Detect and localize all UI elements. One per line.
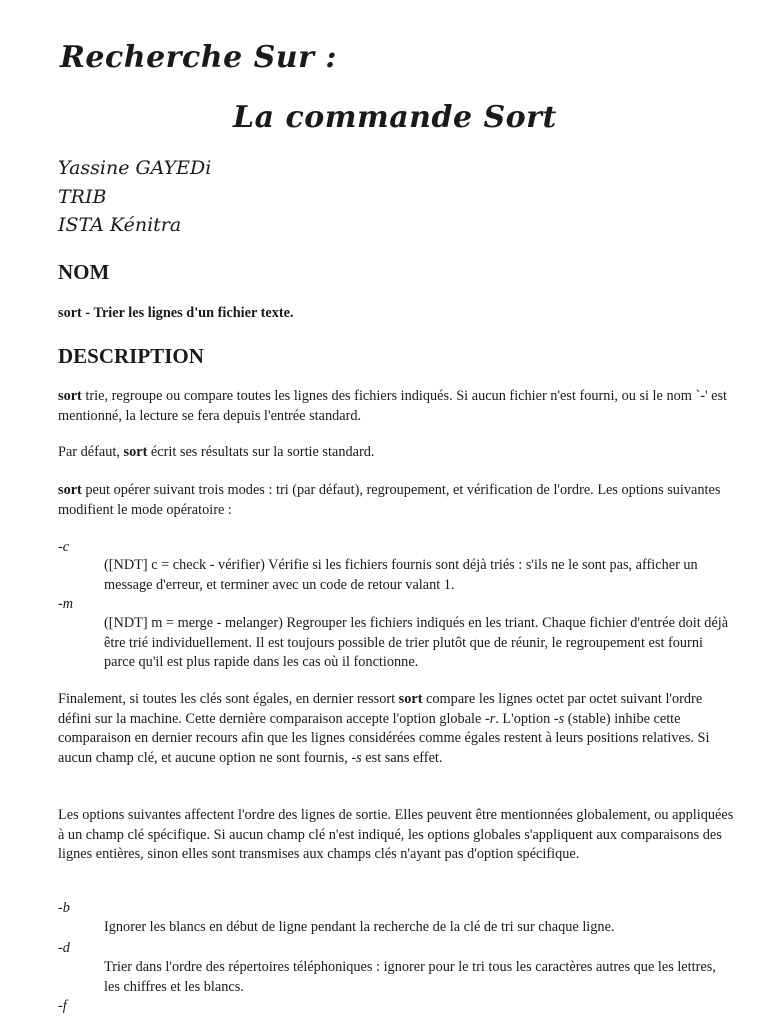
option-desc-c: ([NDT] c = check - vérifier) Vérifie si les fichiers fournis sont déjà triés : s'ils ne le sont pas, afficher un message d'erreur, et terminer avec un code de retour valant 1. — [104, 557, 698, 593]
option-desc-m: ([NDT] m = merge - melanger) Regrouper les fichiers indiqués en les triant. Chaque fichier d'entrée doit déjà être trié individuellement. Il est toujours possible de trier plutôt que de réunir, le regroupement est fourni parce qu'il est plus rapide dans les cas où il fonctionne. — [104, 615, 729, 670]
option-s: -s — [553, 710, 565, 727]
option-flag-c: -c — [58, 539, 70, 555]
heading-description: DESCRIPTION — [58, 344, 204, 368]
paragraph-text: Finalement, si toutes les clés sont égales, en dernier ressort — [58, 691, 399, 707]
cmd-sort: sort — [123, 444, 148, 460]
author-name: Yassine GAYEDi — [58, 157, 212, 179]
option-desc-d: Trier dans l'ordre des répertoires téléphoniques : ignorer pour le tri tous les caractères autres que les lettres, les chiffres et les blancs. — [104, 959, 716, 995]
paragraph-text: . L'option — [495, 710, 554, 727]
paragraph-text: (stable) inhibe cette comparaison en dernier recours afin que les lignes considérées comme égales restent à leurs positions relatives. Si aucun champ clé, et aucune option ne sont fournis, — [58, 710, 710, 766]
title-line-2: La commande Sort — [233, 100, 557, 135]
title-line-1: Recherche Sur : — [60, 40, 337, 75]
paragraph-text: Par défaut, — [58, 444, 124, 460]
cmd-sort: sort — [58, 482, 82, 498]
option-flag-f: -f — [58, 998, 67, 1014]
option-flag-b: -b — [58, 900, 70, 916]
paragraph-text: trie, regroupe ou compare toutes les lignes des fichiers indiqués. Si aucun fichier n'est fourni, ou si le nom `-' est mentionné, la lecture se fera depuis l'entrée standard. — [58, 388, 727, 424]
option-desc-b: Ignorer les blancs en début de ligne pendant la recherche de la clé de tri sur chaque ligne. — [104, 919, 615, 935]
option-flag-d: -d — [58, 940, 70, 956]
author-institution: ISTA Kénitra — [58, 214, 182, 236]
description-paragraph-3 — [58, 481, 738, 520]
paragraph-text: écrit ses résultats sur la sortie standard. — [147, 444, 375, 460]
description-paragraph-5: Les options suivantes affectent l'ordre des lignes de sortie. Elles peuvent être mentionnées globalement, ou appliquées à un champ clé spécifique. Si aucun champ clé n'est indiqué, les options globales s'appliquent aux comparaisons des lignes entières, sinon elles sont transmises aux champs clés n'ayant pas d'option spécifique. — [58, 807, 734, 862]
heading-nom: NOM — [58, 260, 110, 284]
option-r: -r — [484, 710, 496, 727]
author-group: TRIB — [58, 186, 107, 208]
paragraph-text: peut opérer suivant trois modes : tri (par défaut), regroupement, et vérification de l'ordre. Les options suivantes modifient le mode opératoire : — [58, 482, 721, 518]
nom-text: sort - Trier les lignes d'un fichier texte. — [58, 305, 294, 321]
paragraph-text: est sans effet. — [361, 749, 443, 766]
cmd-sort: sort — [58, 388, 82, 404]
cmd-sort: sort — [398, 691, 423, 707]
paragraph-text: compare les lignes octet par octet suivant l'ordre défini sur la machine. Cette dernière comparaison accepte l'option globale — [58, 691, 703, 727]
description-paragraph-2 — [58, 443, 738, 463]
option-s: -s — [351, 749, 362, 766]
description-paragraph-1 — [58, 387, 738, 426]
description-paragraph-4 — [58, 690, 738, 768]
option-flag-m: -m — [58, 596, 74, 612]
